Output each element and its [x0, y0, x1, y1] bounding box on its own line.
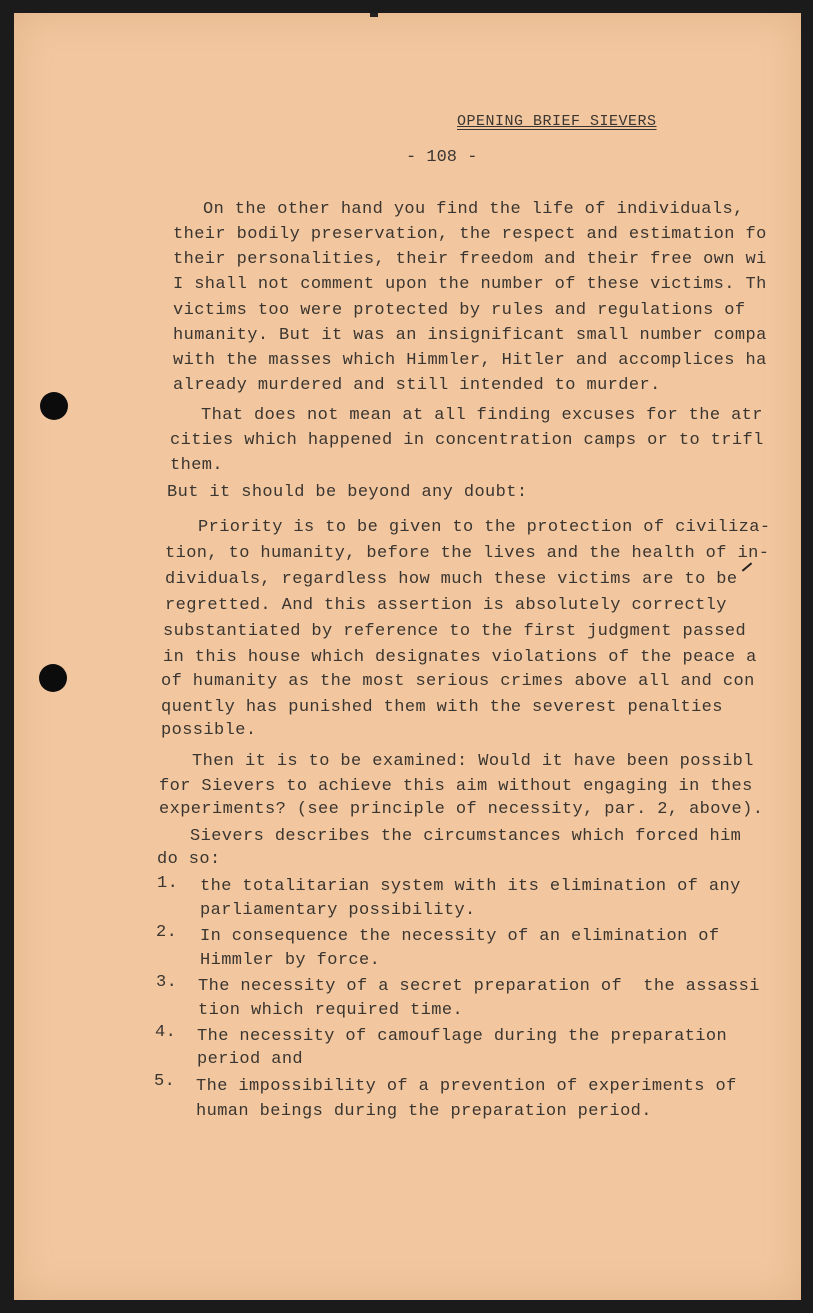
list-item-line: In consequence the necessity of an elimination of [200, 927, 720, 946]
text-line: On the other hand you find the life of individuals, [203, 200, 744, 219]
list-item-line: period and [197, 1050, 304, 1069]
text-line: cities which happened in concentration camps or to trifl [170, 431, 764, 450]
list-item-line: The necessity of camouflage during the preparation [197, 1027, 728, 1046]
text-line: of humanity as the most serious crimes above all and con [161, 672, 755, 691]
text-line: Priority is to be given to the protection of civiliza- [198, 518, 771, 537]
text-line: substantiated by reference to the first judgment passed [163, 622, 747, 641]
list-number: 3. [156, 973, 178, 992]
text-line: But it should be beyond any doubt: [167, 483, 528, 502]
staple-mark [370, 13, 378, 17]
list-number: 5. [154, 1072, 176, 1091]
list-item-line: tion which required time. [198, 1001, 464, 1020]
text-line: experiments? (see principle of necessity, par. 2, above). [159, 800, 764, 819]
text-line: tion, to humanity, before the lives and the health of in- [165, 544, 770, 563]
page-number: - 108 - [406, 148, 478, 167]
text-line: quently has punished them with the severest penalties [161, 698, 723, 717]
text-line: possible. [161, 721, 257, 740]
text-line: Sievers describes the circumstances which forced him [190, 827, 742, 846]
text-line: regretted. And this assertion is absolutely correctly [165, 596, 727, 615]
text-line: That does not mean at all finding excuses for the atr [201, 406, 763, 425]
punch-hole [40, 392, 68, 420]
list-item-line: The necessity of a secret preparation of the assassi [198, 977, 760, 996]
list-item-line: parliamentary possibility. [200, 901, 476, 920]
text-line: victims too were protected by rules and regulations of [173, 301, 746, 320]
text-line: in this house which designates violations of the peace a [163, 648, 757, 667]
text-line: humanity. But it was an insignificant small number compa [173, 326, 767, 345]
text-line: their personalities, their freedom and their free own wi [173, 250, 767, 269]
text-line: dividuals, regardless how much these victims are to be [165, 570, 738, 589]
text-line: already murdered and still intended to murder. [173, 376, 661, 395]
list-item-line: human beings during the preparation period. [196, 1102, 652, 1121]
list-item-line: the totalitarian system with its elimination of any [200, 877, 741, 896]
list-number: 1. [157, 874, 179, 893]
list-item-line: The impossibility of a prevention of experiments of [196, 1077, 737, 1096]
list-number: 2. [156, 923, 178, 942]
text-line: for Sievers to achieve this aim without engaging in thes [159, 777, 753, 796]
document-page [14, 13, 801, 1300]
document-title: OPENING BRIEF SIEVERS [457, 113, 657, 130]
punch-hole [39, 664, 67, 692]
text-line: Then it is to be examined: Would it have been possibl [192, 752, 754, 771]
text-line: them. [170, 456, 224, 475]
text-line: their bodily preservation, the respect and estimation fo [173, 225, 767, 244]
list-number: 4. [155, 1023, 177, 1042]
text-line: with the masses which Himmler, Hitler and accomplices ha [173, 351, 767, 370]
text-line: I shall not comment upon the number of these victims. Th [173, 275, 767, 294]
list-item-line: Himmler by force. [200, 951, 381, 970]
text-line: do so: [157, 850, 221, 869]
